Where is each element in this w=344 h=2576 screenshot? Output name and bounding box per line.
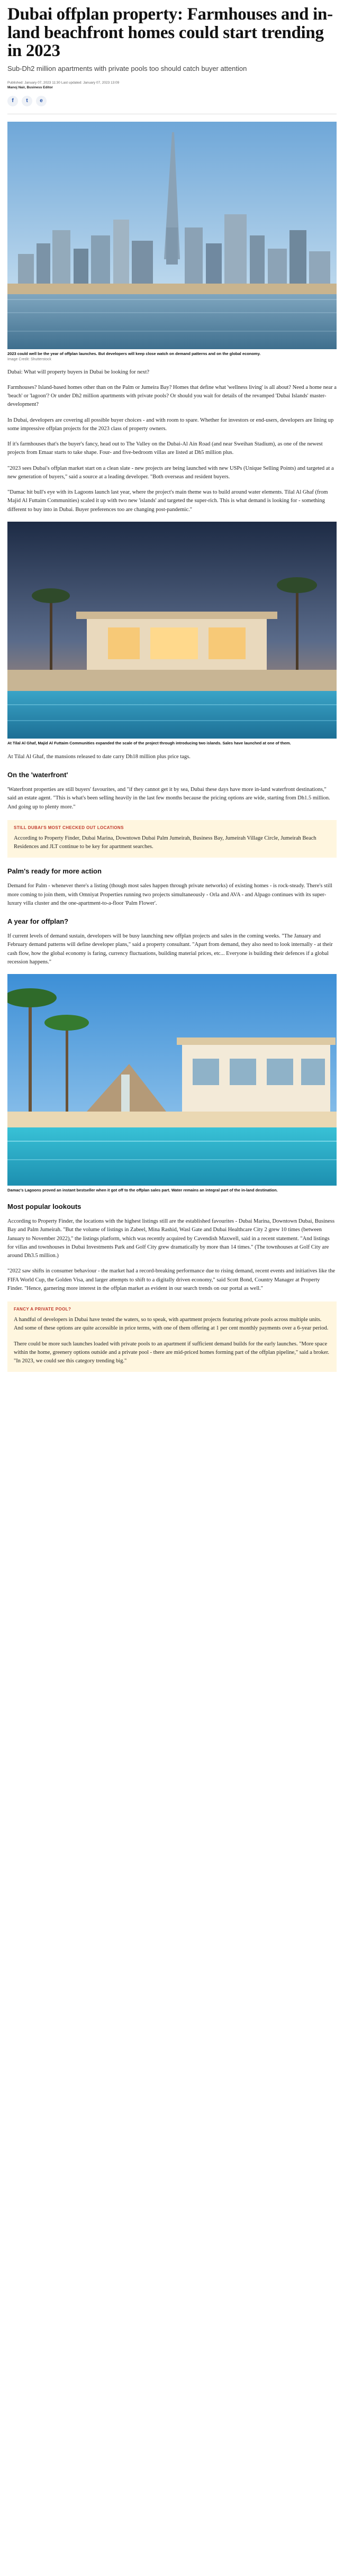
figure-caption: Damac's Lagoons proved an instant bestseller when it got off to the offplan sales part. Water remains an integral part of the in-land destination. xyxy=(7,1188,278,1193)
figure-caption: At Tilal Al Ghaf, Majid Al Futtaim Communities expanded the scale of the project through introducing two islands. Sales have launched at one of them. xyxy=(7,741,291,746)
paragraph: Dubai: What will property buyers in Dubai be looking for next? xyxy=(7,369,150,375)
section-heading-offplan: A year for offplan? xyxy=(7,917,69,926)
facebook-share-button[interactable] xyxy=(7,96,18,106)
paragraph: In Dubai, developers are covering all possible buyer choices - and with room to spare. Whether for investors or end-users, developers are lining up some impressive offplan projects for the 2023 class of property owners. xyxy=(7,417,334,432)
article-body xyxy=(0,368,344,514)
image-credit: Image Credit: Shutterstock xyxy=(7,357,51,361)
callout-text: A handful of developers in Dubai have tested the waters, so to speak, with apartment projects featuring private pools across multiple units. And some of these options are quite accessible in price terms, with one of them offering at 1 per cent monthly payments over a 6-year period. xyxy=(14,1317,329,1332)
author-byline[interactable]: Manoj Nair, Business Editor xyxy=(7,85,53,89)
twitter-icon: t xyxy=(26,98,28,104)
twitter-share-button[interactable] xyxy=(22,96,32,106)
paragraph: "Damac hit bull's eye with its Lagoons launch last year, where the project's main theme was to build around water elements. Tilal Al Ghaf (from Majid Al Futtaim Communities) scaled it up with two new 'islands' and targeted the super-rich. This is what demand is looking for - something different to buy into in Dubai. Buyer preferences too are changing post-pandemic." xyxy=(7,489,328,513)
article-body-2 xyxy=(0,753,344,761)
paragraph: "2023 sees Dubai's offplan market start on a clean slate - new projects are being launched with new USPs (Unique Selling Points) and targeted at a new generation of buyers," said a source at a leading developer. "Both overseas and resident buyers. xyxy=(7,465,334,480)
section-heading-palm: Palm's ready for more action xyxy=(7,867,102,876)
paragraph: If it's farmhouses that's the buyer's fancy, head out to The Valley on the Dubai-Al Ain Road (and near Sweihan Stadium), as one of the newest projects from Emaar starts to take shape. Four- and five-bedroom villas are listed at Dh5 million plus. xyxy=(7,441,323,456)
tilal-al-ghaf-photo xyxy=(7,522,337,739)
skyline-photo xyxy=(7,122,337,349)
paragraph: If current levels of demand sustain, developers will be busy launching new offplan projects and sales in the coming weeks. "The January and February demand patterns will define developer plans," said a property consultant. "Apart from demand, they also need to look internally - at their cash flow, how the global economy is faring, currency fluctuations, building material prices, etc... Everyone is building their defences if a global recession happens." xyxy=(7,933,333,965)
email-share-button[interactable] xyxy=(36,96,47,106)
paragraph: Demand for Palm - whenever there's a listing (though most sales happen through private networks) of existing homes - is rock-steady. There's still more coming to join them, with Omniyat Properties running two projects simultaneously - Orla and AVA - and Alpago continues with its super-luxury villa cluster and the one-apartment-to-a-floor 'Palm Flower'. xyxy=(7,883,332,906)
article-subhead: Sub-Dh2 million apartments with private pools too should catch buyer attention xyxy=(7,64,247,72)
paragraph: At Tilal Al Ghaf, the mansions released to date carry Dh18 million plus price tags. xyxy=(7,753,191,760)
article-body-6 xyxy=(0,1217,344,1293)
damac-lagoons-photo xyxy=(7,974,337,1186)
section-heading-popular: Most popular lookouts xyxy=(7,1202,82,1210)
figure-caption: 2023 could well be the year of offplan launches. But developers will keep close watch on demand patterns and on the global economy. xyxy=(7,351,261,356)
callout-private-pool xyxy=(7,1301,337,1372)
article-body-5 xyxy=(0,932,344,967)
paragraph: "2022 saw shifts in consumer behaviour - the market had a record-breaking performance due to rising demand, recent events and initiatives like the FIFA World Cup, the Golden Visa, and larger attempts to shift to a digitally driven economy," said Scott Bond, Country Manager at Property Finder. "Hence, garnering more interest in the offplan market as evident in our search trends on our portal as well." xyxy=(7,1268,336,1291)
paragraph: Farmhouses? Island-based homes other than on the Palm or Jumeira Bay? Homes that define what 'wellness living' is all about? Need a home near a 'beach' or 'lagoon'? Or under Dh2 million apartments with private pools? Or should you wait for details of the revamped 'Dubai Islands' master-development? xyxy=(7,384,337,408)
callout-tag: STILL DUBAI'S MOST CHECKED OUT LOCATIONS xyxy=(14,825,124,830)
paragraph: According to Property Finder, the locations with the highest listings still are the established favourites - Dubai Marina, Downtown Dubai, Business Bay and Palm Jumeirah. "But the volume of listings in Zabeel, Mina Rashid, Wasl Gate and Dubai Healthcare City 2 grew 10 times (between January to November 2022)," the listings platform, which was recently acquired by Cavendish Maxwell, said in a recent statement. "And listings for villas and townhouses in Dubai Investments Park and Golf City grew dramatically by more than 14 times." (The townhouses at Golf City are around Dh3.5 million.) xyxy=(7,1218,335,1259)
email-icon: e xyxy=(40,98,43,104)
paragraph: 'Waterfront properties are still buyers' favourites, and "if they cannot get it by sea, Dubai these days have more in-land waterfront destinations," said an estate agent. "This is what's been selling heavily in the last few months because the pricing options are wide, starting from Dh1.5 million. And going up to plenty more." xyxy=(7,787,330,810)
article-body-3 xyxy=(0,786,344,812)
share-bar xyxy=(0,89,344,106)
callout-text: According to Property Finder, Dubai Marina, Downtown Dubai Palm Jumeirah, Business Bay, Jumeirah Village Circle, Jumeirah Beach Residences and JLT continue to be key for apartment searches. xyxy=(14,835,316,850)
article-headline: Dubai offplan property: Farmhouses and in-land beachfront homes could start trending in 2023 xyxy=(7,5,333,61)
figure-skyline xyxy=(7,122,337,361)
callout-tag: FANCY A PRIVATE POOL? xyxy=(14,1307,71,1312)
facebook-icon: f xyxy=(12,98,14,104)
callout-checked-locations xyxy=(7,820,337,858)
figure-tilal-al-ghaf xyxy=(7,522,337,746)
callout-text: There could be more such launches loaded with private pools to an apartment if sufficient demand builds for the early launches. "More space within the home, greenery options outside and a private pool - there are mid-priced homes forming part of the offplan pipeline," said a broker. "In 2023, we could see this category trending big." xyxy=(14,1341,329,1364)
publish-meta: Published: January 07, 2023 11:30 Last updated: January 07, 2023 13:09 xyxy=(7,80,120,85)
figure-damac-lagoons xyxy=(7,974,337,1193)
article-body-4 xyxy=(0,882,344,908)
section-heading-waterfront: On the 'waterfront' xyxy=(7,771,68,779)
